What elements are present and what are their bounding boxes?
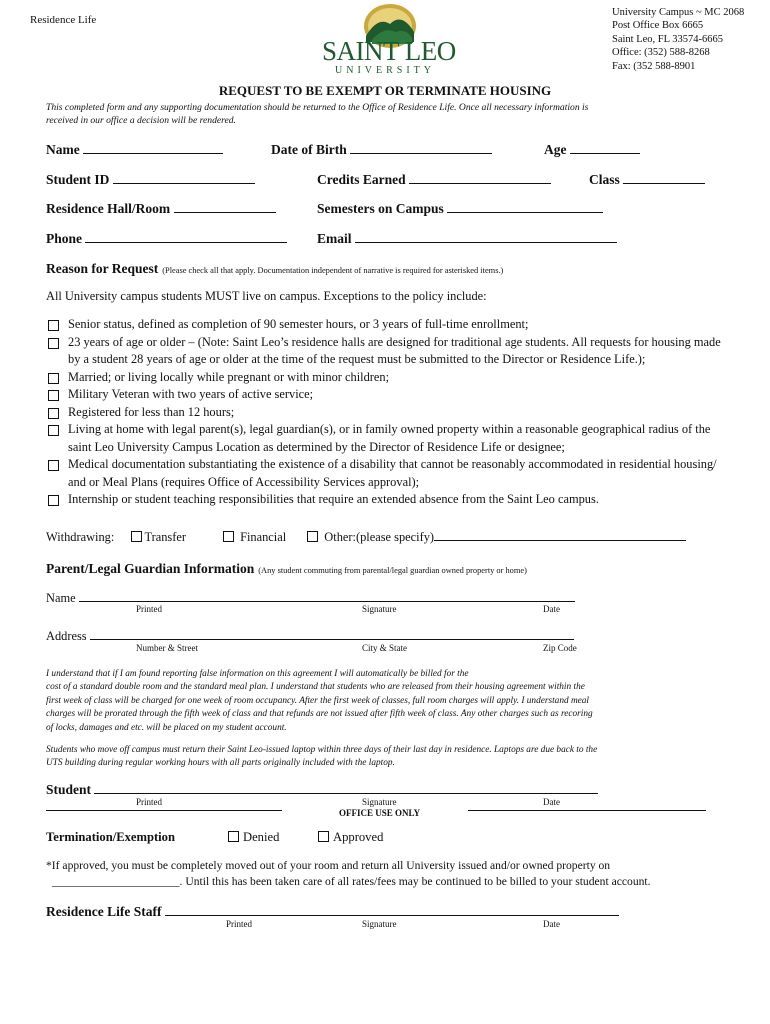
withdrawing-row bbox=[46, 528, 686, 545]
hall-field[interactable] bbox=[46, 200, 276, 217]
withdrawing-other[interactable] bbox=[307, 530, 686, 544]
checkbox[interactable] bbox=[48, 338, 59, 349]
semesters-field[interactable] bbox=[317, 200, 603, 217]
exception-text: Registered for less than 12 hours; bbox=[68, 404, 235, 419]
option-label: Other:(please specify) bbox=[324, 530, 435, 544]
checkbox[interactable] bbox=[48, 460, 59, 471]
printed-caption: Printed bbox=[136, 797, 162, 807]
approval-note-line: *If approved, you must be completely moved out of your room and return all University issued and/or owned property on bbox=[46, 859, 611, 872]
intro-line: received in our office a decision will be rendered. bbox=[46, 115, 236, 126]
withdrawing-transfer[interactable] bbox=[131, 530, 186, 544]
checkbox[interactable] bbox=[318, 831, 329, 842]
terms-line: cost of a standard double room and the standard meal plan. I understand that students who are released from their housing agreement within the bbox=[46, 682, 585, 693]
exception-text: Living at home with legal parent(s), legal guardian(s), or in family owned property within a reasonable geographical radius of the saint Leo University Campus Location as determined by the Director of Residence Life or designee; bbox=[68, 422, 711, 454]
guardian-address-field[interactable] bbox=[46, 627, 574, 644]
printed-caption: Printed bbox=[136, 604, 162, 614]
guardian-address-label: Address bbox=[46, 629, 87, 643]
exception-item-hours[interactable] bbox=[46, 404, 736, 422]
laptop-line: Students who move off campus must return their Saint Leo-issued laptop within three days of their last day in residence. Laptops are due back to the bbox=[46, 745, 598, 755]
terms-line: I understand that if I am found reporting false information on this agreement I will automatically be billed for the bbox=[46, 669, 469, 679]
laptop-line: UTS building during regular working hours with all parts originally included with the laptop. bbox=[46, 758, 395, 769]
exception-list bbox=[46, 316, 736, 509]
address-line: University Campus ~ MC 2068 bbox=[612, 7, 745, 18]
other-line[interactable] bbox=[434, 528, 686, 541]
approved-option[interactable] bbox=[318, 830, 383, 845]
class-line[interactable] bbox=[623, 171, 705, 184]
checkbox[interactable] bbox=[48, 373, 59, 384]
zip-caption: Zip Code bbox=[543, 643, 577, 653]
office-use-label: OFFICE USE ONLY bbox=[339, 808, 421, 818]
city-state-caption: City & State bbox=[362, 643, 407, 653]
student-label: Student bbox=[46, 782, 92, 797]
exception-item-age[interactable] bbox=[46, 334, 736, 369]
saint-leo-logo bbox=[322, 2, 456, 78]
reason-note: (Please check all that apply. Documentation independent of narrative is required for asterisked items.) bbox=[162, 266, 504, 275]
guardian-name-line[interactable] bbox=[79, 589, 575, 602]
form-title: REQUEST TO BE EXEMPT OR TERMINATE HOUSING bbox=[218, 83, 552, 98]
age-label: Age bbox=[544, 142, 567, 157]
exception-text: Married; or living locally while pregnant or with minor children; bbox=[68, 369, 390, 384]
checkbox[interactable] bbox=[48, 495, 59, 506]
exception-text: Internship or student teaching responsibilities that require an extended absence from the Saint Leo campus. bbox=[68, 492, 599, 506]
street-caption: Number & Street bbox=[136, 643, 198, 653]
exception-item-medical[interactable] bbox=[46, 456, 736, 491]
dob-line[interactable] bbox=[350, 141, 492, 154]
reason-heading-row bbox=[46, 260, 503, 278]
terms-line: first week of class will be charged for one week of room occupancy. After the first week of classes, full room charges will apply. I understand meal bbox=[46, 695, 590, 706]
email-field[interactable] bbox=[317, 230, 617, 247]
student-signature-line[interactable] bbox=[94, 781, 598, 794]
option-label: Transfer bbox=[144, 530, 186, 544]
date-caption: Date bbox=[543, 797, 560, 807]
exception-item-veteran[interactable] bbox=[46, 386, 736, 404]
laptop-paragraph bbox=[46, 744, 597, 771]
student-id-label: Student ID bbox=[46, 172, 110, 187]
option-label: Financial bbox=[240, 530, 287, 544]
credits-line[interactable] bbox=[409, 171, 551, 184]
staff-signature-field[interactable] bbox=[46, 903, 619, 920]
signature-caption: Signature bbox=[362, 919, 397, 929]
address-line: Office: (352) 588-8268 bbox=[612, 47, 710, 59]
office-divider-left bbox=[46, 810, 282, 811]
signature-caption: Signature bbox=[362, 797, 397, 807]
age-field[interactable] bbox=[544, 141, 640, 158]
reason-heading: Reason for Request bbox=[46, 261, 159, 276]
withdrawing-financial[interactable] bbox=[223, 530, 286, 544]
guardian-heading-row bbox=[46, 560, 527, 578]
name-label: Name bbox=[46, 142, 80, 157]
name-line[interactable] bbox=[83, 141, 223, 154]
exception-item-married[interactable] bbox=[46, 369, 736, 387]
exception-text: Military Veteran with two years of active service; bbox=[68, 387, 314, 401]
option-label: Approved bbox=[333, 830, 384, 844]
signature-caption: Signature bbox=[362, 604, 397, 614]
approval-note bbox=[46, 858, 651, 890]
dob-label: Date of Birth bbox=[271, 142, 347, 157]
department-label: Residence Life bbox=[30, 14, 97, 26]
student-id-line[interactable] bbox=[113, 171, 255, 184]
approval-note-line: ______________________. Until this has been taken care of all rates/fees may be continued to be billed to your student account. bbox=[52, 875, 651, 888]
option-label: Denied bbox=[243, 830, 280, 844]
guardian-address-line[interactable] bbox=[90, 627, 574, 640]
checkbox[interactable] bbox=[223, 531, 234, 542]
phone-line[interactable] bbox=[85, 230, 287, 243]
terms-line: charges will be prorated through the fifth week of class and that refunds are not issued after fifth week of class. Any other charges such as recoring bbox=[46, 709, 593, 720]
phone-field[interactable] bbox=[46, 230, 287, 247]
class-label: Class bbox=[589, 172, 620, 187]
termination-label: Termination/Exemption bbox=[46, 830, 175, 844]
checkbox[interactable] bbox=[48, 408, 59, 419]
age-line[interactable] bbox=[570, 141, 640, 154]
denied-option[interactable] bbox=[228, 830, 279, 845]
exception-item-senior[interactable] bbox=[46, 316, 736, 334]
exception-text: Senior status, defined as completion of 90 semester hours, or 3 years of full-time enrollment; bbox=[68, 317, 529, 331]
name-field[interactable] bbox=[46, 141, 223, 158]
phone-label: Phone bbox=[46, 231, 83, 246]
email-label: Email bbox=[317, 231, 352, 246]
checkbox[interactable] bbox=[48, 320, 59, 331]
checkbox[interactable] bbox=[48, 425, 59, 436]
checkbox[interactable] bbox=[228, 831, 239, 842]
class-field[interactable] bbox=[589, 171, 705, 188]
address-line: Saint Leo, FL 33574-6665 bbox=[612, 33, 724, 45]
exception-text: 23 years of age or older – (Note: Saint Leo’s residence halls are designed for traditional age students. All requests for housing made by a student 28 years of age or older at the time of the request must be submitted to the Director or Residence Life.); bbox=[68, 334, 721, 366]
semesters-line[interactable] bbox=[447, 200, 603, 213]
intro-line: This completed form and any supporting documentation should be returned to the Office of Residence Life. Once all necessary information is bbox=[46, 102, 589, 113]
guardian-heading: Parent/Legal Guardian Information bbox=[46, 561, 255, 576]
guardian-name-field[interactable] bbox=[46, 589, 575, 606]
printed-caption: Printed bbox=[226, 919, 252, 929]
office-divider-right bbox=[468, 810, 706, 811]
exception-text: Medical documentation substantiating the existence of a disability that cannot be reasonably accommodated in residential housing/ and or Meal Plans (requires Office of Accessibility Services approval); bbox=[68, 457, 717, 489]
guardian-note: (Any student commuting from parental/legal guardian owned property or home) bbox=[258, 566, 527, 575]
logo-wordmark: SAINT LEO bbox=[322, 36, 456, 66]
date-caption: Date bbox=[543, 604, 560, 614]
hall-line[interactable] bbox=[174, 200, 276, 213]
student-id-field[interactable] bbox=[46, 171, 255, 188]
address-line: Post Office Box 6665 bbox=[612, 20, 704, 32]
credits-field[interactable] bbox=[317, 171, 551, 188]
hall-label: Residence Hall/Room bbox=[46, 201, 171, 216]
student-signature-field[interactable] bbox=[46, 781, 598, 798]
credits-label: Credits Earned bbox=[317, 172, 406, 187]
terms-paragraph bbox=[46, 668, 593, 735]
date-caption: Date bbox=[543, 919, 560, 929]
checkbox[interactable] bbox=[307, 531, 318, 542]
exception-item-living-home[interactable] bbox=[46, 421, 736, 456]
logo-subtitle: UNIVERSITY bbox=[335, 65, 435, 76]
email-line[interactable] bbox=[355, 230, 617, 243]
checkbox[interactable] bbox=[48, 390, 59, 401]
dob-field[interactable] bbox=[271, 141, 492, 158]
semesters-label: Semesters on Campus bbox=[317, 201, 444, 216]
staff-signature-line[interactable] bbox=[165, 903, 619, 916]
staff-label: Residence Life Staff bbox=[46, 904, 162, 919]
guardian-name-label: Name bbox=[46, 591, 76, 605]
campus-address bbox=[612, 6, 744, 73]
withdrawing-label: Withdrawing: bbox=[46, 530, 115, 544]
form-intro bbox=[46, 101, 588, 127]
address-line: Fax: (352 588-8901 bbox=[612, 60, 696, 72]
reason-lead: All University campus students MUST live on campus. Exceptions to the policy include: bbox=[46, 289, 487, 303]
exception-item-internship[interactable] bbox=[46, 491, 736, 509]
checkbox[interactable] bbox=[131, 531, 142, 542]
terms-line: of locks, damages and etc. will be placed on my student account. bbox=[46, 722, 287, 733]
